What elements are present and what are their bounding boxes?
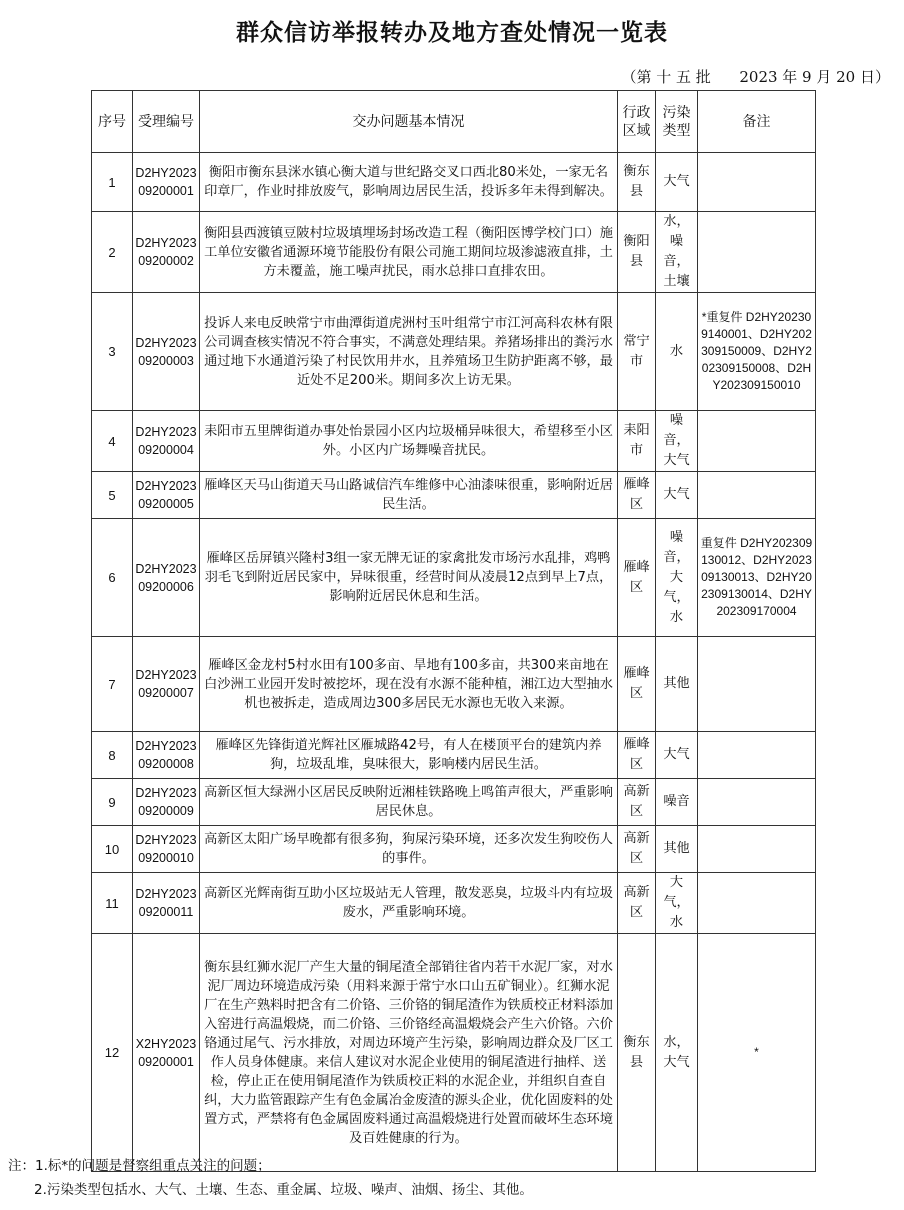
header-ptype: 污染类型 [656,91,698,153]
table-row [92,873,816,934]
cell-seq: 7 [92,637,133,732]
cell-seq: 5 [92,472,133,519]
cell-desc: 耒阳市五里牌街道办事处怡景园小区内垃圾桶异味很大，希望移至小区外。小区内广场舞噪音扰民。 [200,411,618,472]
cell-ptype: 其他 [656,637,698,732]
table-row [92,732,816,779]
cell-desc: 投诉人来电反映常宁市曲潭街道虎洲村玉叶组常宁市江河高科农林有限公司调查核实情况不符合事实，不满意处理结果。养猪场排出的粪污水通过地下水通道污染了村民饮用井水，且养殖场卫生防护距离不够，最近处不足200米。期间多次上访无果。 [200,293,618,411]
cell-region: 高新区 [618,826,656,873]
cell-code: D2HY2023 09200009 [133,779,200,826]
cell-remark [698,153,816,212]
cell-desc: 高新区光辉南街互助小区垃圾站无人管理，散发恶臭，垃圾斗内有垃圾废水，严重影响环境。 [200,873,618,934]
cell-code: D2HY2023 09200003 [133,293,200,411]
cell-remark: * [698,934,816,1172]
cell-region: 常宁市 [618,293,656,411]
cell-code: X2HY2023 09200001 [133,934,200,1172]
cell-code: D2HY2023 09200006 [133,519,200,637]
cell-remark [698,873,816,934]
cell-region: 高新区 [618,873,656,934]
cell-code: D2HY2023 09200004 [133,411,200,472]
cell-code: D2HY2023 09200007 [133,637,200,732]
cell-code: D2HY2023 09200005 [133,472,200,519]
cell-region: 高新区 [618,779,656,826]
cell-region: 雁峰区 [618,472,656,519]
cell-desc: 高新区太阳广场早晚都有很多狗，狗屎污染环境，还多次发生狗咬伤人的事件。 [200,826,618,873]
cell-remark [698,826,816,873]
table-row [92,212,816,293]
header-seq: 序号 [92,91,133,153]
cell-ptype: 噪音 [656,779,698,826]
cell-desc: 高新区恒大绿洲小区居民反映附近湘桂铁路晚上鸣笛声很大，严重影响居民休息。 [200,779,618,826]
cell-seq: 2 [92,212,133,293]
cell-desc: 衡阳市衡东县洣水镇心衡大道与世纪路交叉口西北80米处，一家无名印章厂，作业时排放废气，影响周边居民生活，投诉多年未得到解决。 [200,153,618,212]
cell-seq: 4 [92,411,133,472]
cell-region: 雁峰区 [618,519,656,637]
cell-remark [698,212,816,293]
cell-ptype: 大气 [656,732,698,779]
table-row [92,519,816,637]
note-2: 2.污染类型包括水、大气、土壤、生态、重金属、垃圾、噪声、油烟、扬尘、其他。 [34,1182,533,1198]
cell-region: 衡阳县 [618,212,656,293]
cell-desc: 衡东县红狮水泥厂产生大量的铜尾渣全部销往省内若干水泥厂家，对水泥厂周边环境造成污染（用料来源于常宁水口山五矿铜业）。红狮水泥厂在生产熟料时把含有二价铬、三价铬的铜尾渣作为铁质校正材料添加入窑进行高温煅烧，而二价铬、三价铬经高温煅烧会产生六价铬。六价铬通过尾气、污水排放，对周边环境产生污染，影响周边群众及厂区工作人员身体健康。来信人建议对水泥企业使用的铜尾渣进行抽样、送检，停止正在使用铜尾渣作为铁质校正料的水泥企业，并组织自查自纠，大力监管跟踪产生有色金属冶金废渣的源头企业，优化固废料的处置方式，严禁将有色金属固废料通过高温煅烧进行处置而破坏生态环境及百姓健康的行为。 [200,934,618,1172]
page-title: 群众信访举报转办及地方查处情况一览表 [236,20,668,46]
cell-code: D2HY2023 09200011 [133,873,200,934]
cell-desc: 雁峰区先锋街道光辉社区雁城路42号，有人在楼顶平台的建筑内养狗，垃圾乱堆，臭味很大，影响楼内居民生活。 [200,732,618,779]
cell-seq: 9 [92,779,133,826]
cell-seq: 12 [92,934,133,1172]
cell-remark: *重复件 D2HY202309140001、D2HY202309150009、D2HY202309150008、D2HY202309150010 [698,293,816,411]
cell-code: D2HY2023 09200010 [133,826,200,873]
cell-desc: 雁峰区金龙村5村水田有100多亩、旱地有100多亩，共300来亩地在白沙洲工业园开发时被挖坏，现在没有水源不能种植，湘江边大型抽水机也被拆走，造成周边300多居民无水源也无收入来源。 [200,637,618,732]
cell-code: D2HY2023 09200008 [133,732,200,779]
cell-ptype: 水 [656,293,698,411]
complaint-table [91,90,816,1172]
cell-region: 衡东县 [618,153,656,212]
cell-desc: 雁峰区岳屏镇兴隆村3组一家无牌无证的家禽批发市场污水乱排，鸡鸭羽毛飞到附近居民家中，异味很重，经营时间从凌晨12点到早上7点，影响附近居民休息和生活。 [200,519,618,637]
table-row [92,826,816,873]
table-row [92,637,816,732]
cell-ptype: 大气 [656,472,698,519]
notes [8,1154,533,1202]
header-code: 受理编号 [133,91,200,153]
batch-info: （第 十 五 批 2023 年 9 月 20 日） [621,68,890,86]
cell-region: 衡东县 [618,934,656,1172]
note-1: 注：1.标*的问题是督察组重点关注的问题； [8,1158,271,1174]
cell-seq: 6 [92,519,133,637]
cell-remark [698,732,816,779]
cell-desc: 雁峰区天马山街道天马山路诚信汽车维修中心油漆味很重，影响附近居民生活。 [200,472,618,519]
cell-region: 雁峰区 [618,732,656,779]
cell-seq: 10 [92,826,133,873]
cell-ptype: 大气，水 [656,873,698,934]
cell-ptype: 噪音，大气 [656,411,698,472]
table-row [92,779,816,826]
table-row [92,411,816,472]
header-remark: 备注 [698,91,816,153]
table-row [92,934,816,1172]
table-row [92,293,816,411]
table-row [92,153,816,212]
cell-ptype: 其他 [656,826,698,873]
cell-seq: 3 [92,293,133,411]
cell-code: D2HY2023 09200002 [133,212,200,293]
cell-region: 雁峰区 [618,637,656,732]
cell-remark [698,779,816,826]
table-header-row [92,91,816,153]
cell-seq: 8 [92,732,133,779]
header-region: 行政区域 [618,91,656,153]
cell-seq: 11 [92,873,133,934]
cell-region: 耒阳市 [618,411,656,472]
cell-remark [698,411,816,472]
table-row [92,472,816,519]
cell-remark [698,472,816,519]
cell-remark [698,637,816,732]
cell-desc: 衡阳县西渡镇豆陂村垃圾填埋场封场改造工程（衡阳医博学校门口）施工单位安徽省通源环境节能股份有限公司施工期间垃圾渗滤液直排，土方未覆盖，施工噪声扰民，雨水总排口直排农田。 [200,212,618,293]
header-desc: 交办问题基本情况 [200,91,618,153]
cell-ptype: 噪音，大气，水 [656,519,698,637]
cell-code: D2HY2023 09200001 [133,153,200,212]
cell-remark: 重复件 D2HY202309130012、D2HY202309130013、D2HY202309130014、D2HY202309170004 [698,519,816,637]
cell-ptype: 大气 [656,153,698,212]
cell-seq: 1 [92,153,133,212]
cell-ptype: 水，噪音，土壤 [656,212,698,293]
cell-ptype: 水，大气 [656,934,698,1172]
